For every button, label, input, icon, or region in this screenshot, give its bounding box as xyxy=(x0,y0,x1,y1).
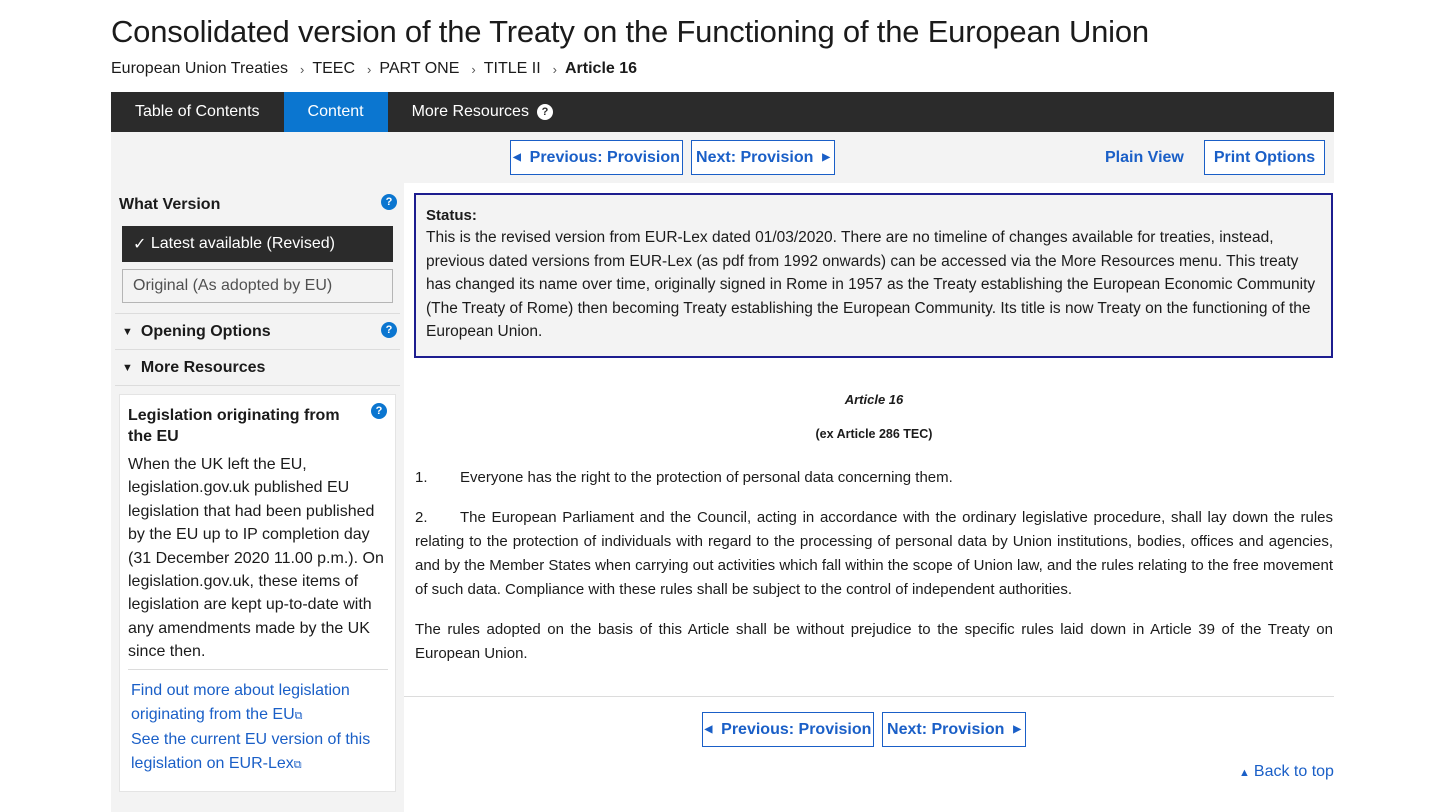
status-label: Status: xyxy=(426,207,477,224)
info-card-body: When the UK left the EU, legislation.gov.uk published EU legislation that had been published by the EU up to IP completion day (31 December 2020 11.00 p.m.). On legislation.gov.uk, these items of legislation are kept up-to-date with any amendments made by the UK since then. xyxy=(128,456,384,661)
tab-more-resources[interactable] xyxy=(388,92,577,132)
sidebar xyxy=(111,183,404,812)
article-content xyxy=(415,392,1333,666)
article-paragraph-2 xyxy=(415,506,1333,602)
version-latest-option[interactable] xyxy=(122,226,393,262)
plain-view-link[interactable]: Plain View xyxy=(1105,149,1184,166)
paragraph-number: 1. xyxy=(415,469,428,486)
provision-navbar xyxy=(111,132,1334,183)
divider xyxy=(128,669,388,670)
next-provision-label: Next: Provision xyxy=(887,720,1005,738)
breadcrumb-item-european-union-treaties[interactable]: European Union Treaties xyxy=(111,60,288,77)
info-card-title: Legislation originating from the EU xyxy=(128,407,340,445)
triangle-left-icon: ◀ xyxy=(513,152,521,163)
next-provision-button-bottom[interactable] xyxy=(882,712,1026,747)
divider xyxy=(115,349,400,350)
breadcrumb-item-teec[interactable]: TEEC xyxy=(312,60,356,77)
external-link-icon: ⧉ xyxy=(294,710,303,722)
tab-label: More Resources xyxy=(411,103,529,120)
divider xyxy=(404,696,1334,697)
tab-label: Table of Contents xyxy=(135,103,260,120)
previous-provision-label: Previous: Provision xyxy=(721,720,872,738)
previous-provision-button-bottom[interactable] xyxy=(702,712,874,747)
tab-content[interactable] xyxy=(284,92,388,132)
divider xyxy=(115,313,400,314)
breadcrumb-item-part-one[interactable]: PART ONE xyxy=(379,60,460,77)
eur-lex-label: See the current EU version of this legislation on EUR-Lex xyxy=(131,731,371,772)
what-version-heading: What Version xyxy=(119,196,221,213)
paragraph-text: Everyone has the right to the protection of personal data concerning them. xyxy=(460,469,953,486)
status-box xyxy=(414,193,1333,358)
breadcrumb-current: Article 16 xyxy=(564,60,638,77)
article-paragraph-1 xyxy=(415,466,1333,490)
find-out-more-label: Find out more about legislation originating from the EU xyxy=(131,682,350,723)
print-options-button[interactable] xyxy=(1204,140,1325,175)
help-icon[interactable]: ? xyxy=(381,322,397,338)
find-out-more-link[interactable] xyxy=(131,679,386,728)
tab-bar xyxy=(111,92,1334,132)
print-options-label: Print Options xyxy=(1213,148,1316,166)
tab-label: Content xyxy=(307,103,364,120)
more-resources-toggle[interactable] xyxy=(122,359,265,377)
article-subtitle: (ex Article 286 TEC) xyxy=(815,427,933,441)
paragraph-text: The European Parliament and the Council, acting in accordance with the ordinary legislative procedure, shall lay down the rules relating to the protection of individuals with regard to the processing of personal data by Union institutions, bodies, offices and agencies, and by the Member States when carrying out activities which fall within the scope of Union law, and the rules relating to the free movement of such data. Compliance with these rules shall be subject to the control of independent authorities. xyxy=(415,509,1333,598)
triangle-left-icon: ◀ xyxy=(704,724,713,735)
previous-provision-button[interactable] xyxy=(510,140,683,175)
chevron-right-icon: › xyxy=(471,61,476,77)
breadcrumb-item-title-ii[interactable]: TITLE II xyxy=(483,60,541,77)
help-icon[interactable]: ? xyxy=(371,403,387,419)
version-original-option[interactable] xyxy=(122,269,393,303)
chevron-right-icon: › xyxy=(367,61,372,77)
checkmark-icon: ✓ xyxy=(133,236,147,253)
triangle-down-icon: ▼ xyxy=(122,362,133,374)
back-to-top-label: Back to top xyxy=(1253,763,1334,780)
eu-legislation-info-card xyxy=(119,394,396,792)
divider xyxy=(115,385,400,386)
back-to-top-link[interactable] xyxy=(1239,763,1334,781)
opening-options-label: Opening Options xyxy=(140,323,271,340)
chevron-right-icon: › xyxy=(552,61,557,77)
previous-provision-label: Previous: Provision xyxy=(529,148,680,166)
breadcrumb xyxy=(111,60,637,78)
article-paragraph-3: The rules adopted on the basis of this Article shall be without prejudice to the specific rules laid down in Article 39 of the Treaty on European Union. xyxy=(415,621,1333,662)
triangle-down-icon: ▼ xyxy=(122,326,133,338)
external-link-icon: ⧉ xyxy=(293,759,302,771)
article-title: Article 16 xyxy=(844,392,904,407)
info-card-links xyxy=(131,679,386,777)
triangle-right-icon: ▶ xyxy=(822,152,830,163)
help-icon[interactable]: ? xyxy=(537,104,553,120)
triangle-up-icon: ▲ xyxy=(1239,767,1250,779)
page-title: Consolidated version of the Treaty on the Functioning of the European Union xyxy=(111,14,1149,49)
chevron-right-icon: › xyxy=(300,61,305,77)
version-original-label: Original (As adopted by EU) xyxy=(133,277,333,294)
paragraph-number: 2. xyxy=(415,509,428,526)
more-resources-label: More Resources xyxy=(140,359,266,376)
help-icon[interactable]: ? xyxy=(381,194,397,210)
tab-table-of-contents[interactable] xyxy=(111,92,284,132)
eur-lex-link[interactable] xyxy=(131,728,386,777)
status-text: This is the revised version from EUR-Lex dated 01/03/2020. There are no timeline of changes available for treaties, instead, previous dated versions from EUR-Lex (as pdf from 1992 onwards) can be accessed via the More Resources menu. This treaty has changed its name over time, originally signed in Rome in 1957 as the Treaty establishing the European Economic Community (The Treaty of Rome) then becoming Treaty establishing the European Community. Its title is now Treaty on the functioning of the European Union. xyxy=(426,229,1316,341)
opening-options-toggle[interactable] xyxy=(122,323,271,341)
version-latest-label: Latest available (Revised) xyxy=(150,235,335,252)
triangle-right-icon: ▶ xyxy=(1013,724,1021,735)
next-provision-button[interactable] xyxy=(691,140,835,175)
next-provision-label: Next: Provision xyxy=(696,148,814,166)
